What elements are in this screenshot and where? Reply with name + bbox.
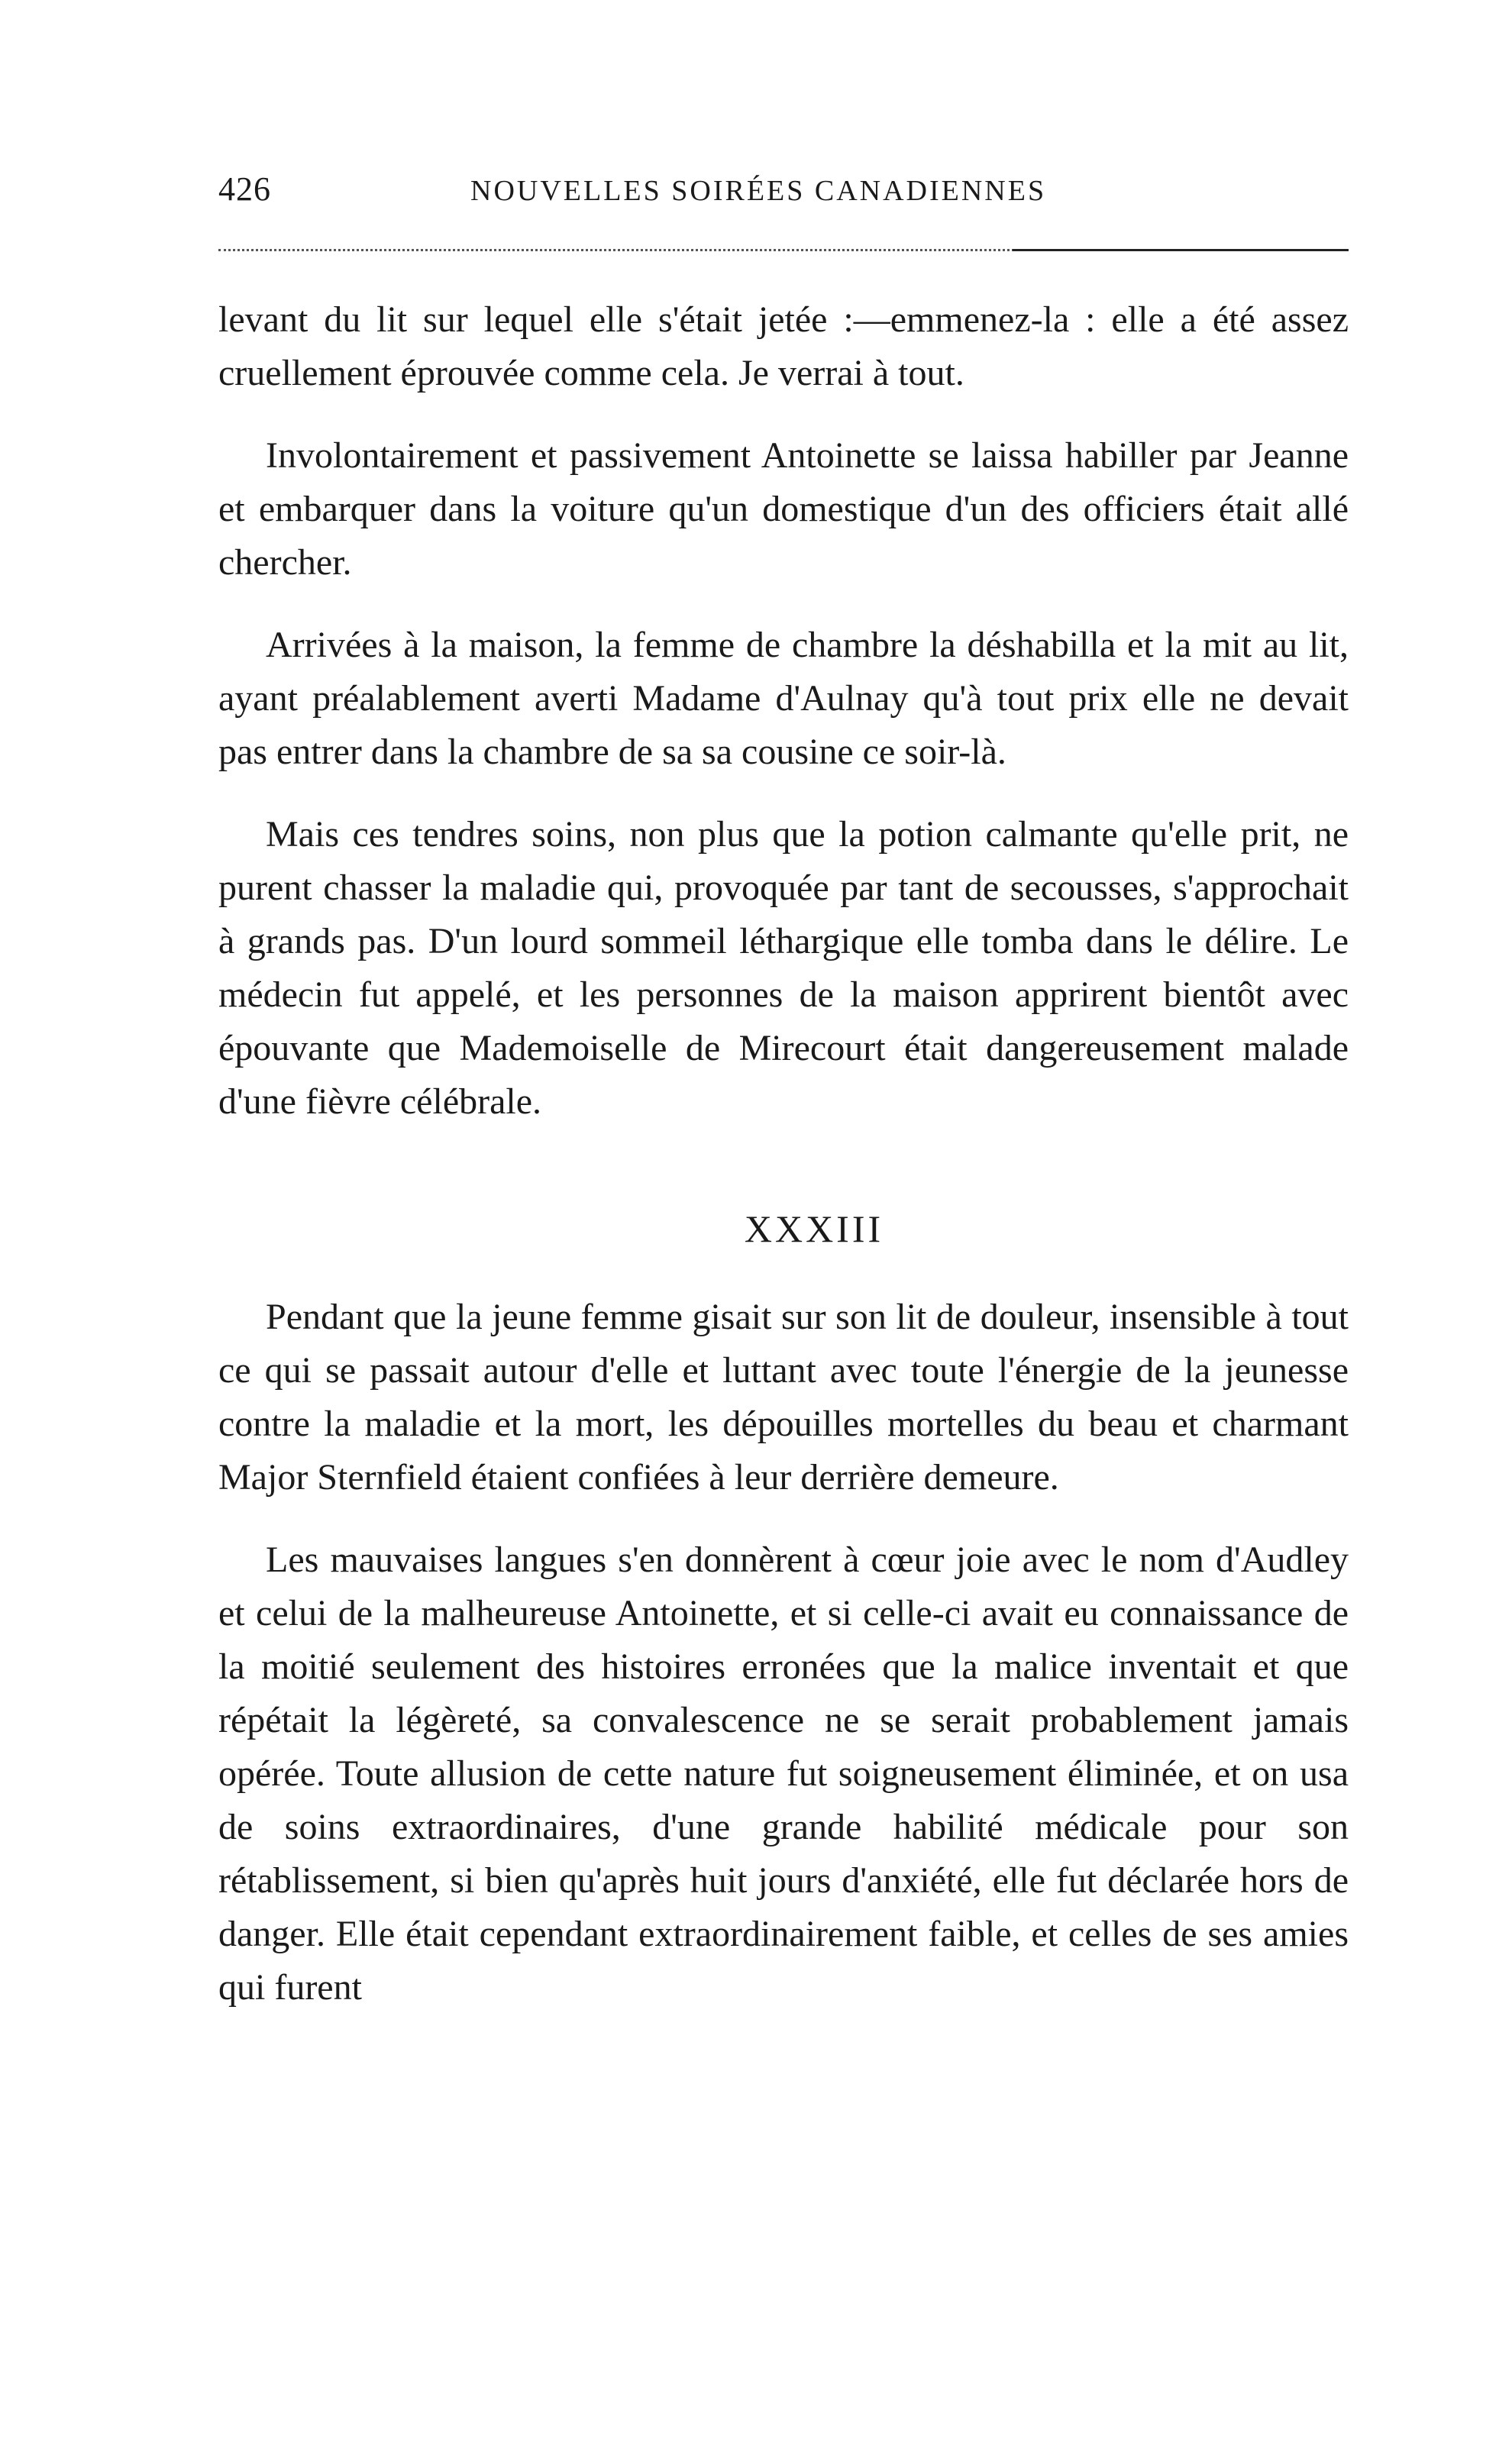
body-text	[218, 293, 1349, 2044]
paragraph: Arrivées à la maison, la femme de chambre la déshabilla et la mit au lit, ayant préalablement averti Madame d'Aulnay qu'à tout prix elle ne devait pas entrer dans la chambre de sa sa cousine ce soir-là.	[218, 625, 1349, 772]
chapter-heading: XXXIII	[744, 1207, 884, 1250]
paragraph: Les mauvaises langues s'en donnèrent à cœur joie avec le nom d'Audley et celui de la malheureuse Antoinette, et si celle-ci avait eu connaissance de la moitié seulement des histoires erronées que la malice inventait et que répétait la légèreté, sa convalescence ne se serait probablement jamais opérée. Toute allusion de cette nature fut soigneusement éliminée, et on usa de soins extraordinaires, d'une grande habilité médicale pour son rétablissement, si bien qu'après huit jours d'anxiété, elle fut déclarée hors de danger. Elle était cependant extraordinairement faible, et celles de ses amies qui furent	[218, 1540, 1349, 2008]
paragraph-continuation: levant du lit sur lequel elle s'était jetée :—emmenez-la : elle a été assez cruellement éprouvée comme cela. Je verrai à tout.	[218, 299, 1349, 393]
running-head	[218, 170, 1349, 215]
paragraph: Pendant que la jeune femme gisait sur son lit de douleur, insensible à tout ce qui se passait autour d'elle et luttant avec toute l'énergie de la jeunesse contre la maladie et la mort, les dépouilles mortelles du beau et charmant Major Sternfield étaient confiées à leur derrière demeure.	[218, 1297, 1349, 1498]
header-rule-solid	[1013, 249, 1349, 251]
page-number: 426	[218, 170, 271, 208]
book-page	[218, 0, 1349, 2462]
paragraph: Mais ces tendres soins, non plus que la potion calmante qu'elle prit, ne purent chasser la maladie qui, provoquée par tant de secousses, s'approchait à grands pas. D'un lourd sommeil léthargique elle tomba dans le délire. Le médecin fut appelé, et les personnes de la maison apprirent bientôt avec épouvante que Mademoiselle de Mirecourt était dangereusement malade d'une fièvre célébrale.	[218, 814, 1349, 1122]
header-rule	[218, 249, 1349, 251]
book-title: NOUVELLES SOIRÉES CANADIENNES	[470, 175, 1047, 207]
paragraph: Involontairement et passivement Antoinette se laissa habiller par Jeanne et embarquer dans la voiture qu'un domestique d'un des officiers était allé chercher.	[218, 435, 1349, 583]
